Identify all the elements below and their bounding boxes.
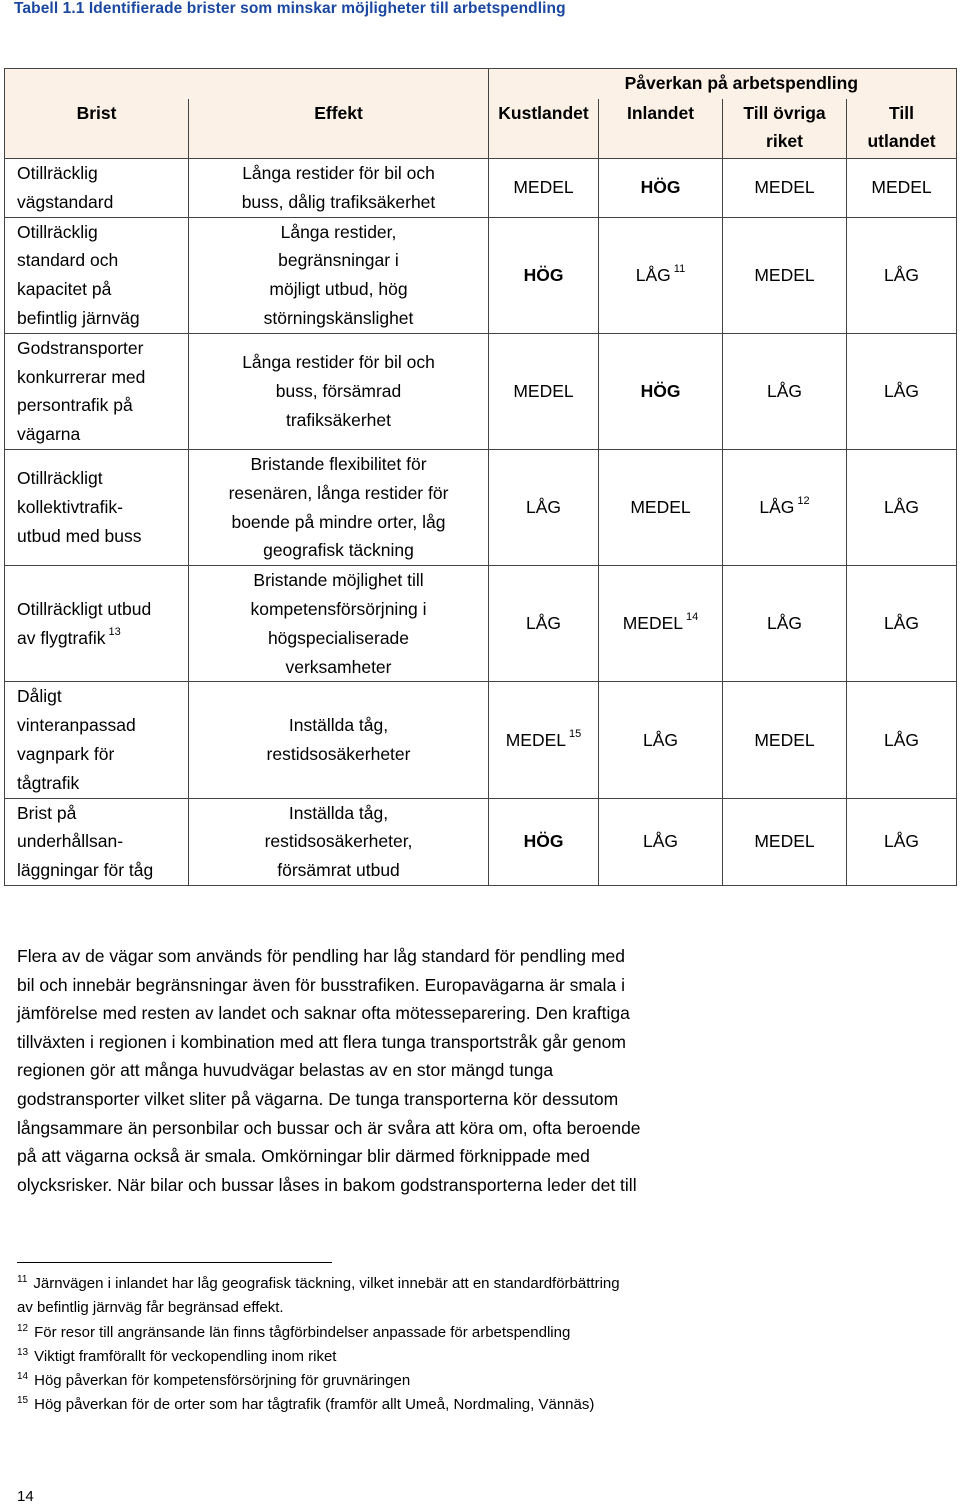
paragraph-line: olycksrisker. När bilar och bussar låses in bakom godstransporterna leder det till (17, 1174, 637, 1195)
cell-paverkan-kust: LÅG (489, 449, 599, 565)
cell-paverkan-utlandet: MEDEL (847, 159, 957, 218)
paragraph-line: godstransporter vilket sliter på vägarna. De tunga transporterna kör dessutom (17, 1088, 619, 1109)
footnote-number: 13 (17, 1346, 29, 1358)
footnote-number: 14 (17, 1371, 29, 1383)
table-caption: Tabell 1.1 Identifierade brister som minskar möjligheter till arbetspendling (14, 0, 566, 17)
cell-brist: Brist på underhållsan- läggningar för tåg (5, 798, 189, 885)
body-paragraph (17, 942, 737, 1199)
paragraph-line: på att vägarna också är smala. Omkörningar blir därmed förknippade med (17, 1146, 590, 1167)
footnote-text: Järnvägen i inlandet har låg geografisk täckning, vilket innebär att en standardförbättring av befintlig järnväg får begränsad effekt. (17, 1275, 620, 1317)
footnote-11 (17, 1272, 747, 1321)
cell-brist: Dåligt vinteranpassad vagnpark för tågtrafik (5, 682, 189, 798)
footnote-ref: 14 (686, 611, 699, 624)
cell-paverkan-utlandet: LÅG (847, 682, 957, 798)
table-row (5, 798, 957, 885)
footnote-number: 15 (17, 1395, 29, 1407)
paragraph-line: bil och innebär begränsningar även för busstrafiken. Europavägarna är smala i (17, 974, 625, 995)
cell-brist: Otillräcklig vägstandard (5, 159, 189, 218)
header-brist: Brist (5, 99, 189, 159)
footnote-separator (17, 1262, 332, 1263)
bristtabell (4, 68, 957, 886)
cell-paverkan-utlandet: LÅG (847, 333, 957, 449)
table-row (5, 682, 957, 798)
footnote-15 (17, 1393, 747, 1417)
cell-paverkan-kust: MEDEL (489, 159, 599, 218)
cell-paverkan-ovriga-riket: LÅG $^{12}$ (723, 449, 847, 565)
cell-paverkan-kust: MEDEL (489, 333, 599, 449)
cell-effekt: Inställda tåg, restidsosäkerheter, försämrat utbud (189, 798, 489, 885)
paragraph-line: tillväxten i regionen i kombination med att flera tunga transportstråk går genom (17, 1031, 626, 1052)
cell-paverkan-kust: HÖG (489, 217, 599, 333)
cell-effekt: Långa restider, begränsningar i möjligt utbud, hög störningskänslighet (189, 217, 489, 333)
footnote-ref: 12 (797, 495, 810, 508)
cell-paverkan-utlandet: LÅG (847, 798, 957, 885)
page-number: 14 (17, 1488, 34, 1505)
footnote-text: Hög påverkan för kompetensförsörjning för gruvnäringen (34, 1372, 411, 1390)
table-row (5, 566, 957, 682)
footnote-text: För resor till angränsande län finns tågförbindelser anpassade för arbetspendling (34, 1323, 571, 1341)
cell-effekt: Långa restider för bil och buss, dålig trafiksäkerhet (189, 159, 489, 218)
footnote-ref: 13 (108, 625, 121, 638)
cell-paverkan-kust: MEDEL $^{15}$ (489, 682, 599, 798)
paragraph-line: långsammare än personbilar och bussar och är svåra att köra om, ofta beroende (17, 1117, 641, 1138)
header-till-utlandet: Till utlandet (847, 99, 957, 159)
paragraph-line: jämförelse med resten av landet och saknar ofta mötesseparering. Den kraftiga (17, 1003, 630, 1024)
cell-brist: Godstransporter konkurrerar med persontrafik på vägarna (5, 333, 189, 449)
header-till-ovriga-riket: Till övriga riket (723, 99, 847, 159)
cell-paverkan-inlandet: LÅG (599, 798, 723, 885)
footnote-ref: 15 (569, 727, 582, 740)
header-kustlandet: Kustlandet (489, 99, 599, 159)
cell-paverkan-ovriga-riket: LÅG (723, 566, 847, 682)
footnote-number: 11 (17, 1274, 28, 1285)
footnote-number: 12 (17, 1322, 29, 1334)
cell-effekt: Bristande flexibilitet för resenären, långa restider för boende på mindre orter, låg geografisk täckning (189, 449, 489, 565)
cell-paverkan-inlandet: LÅG (599, 682, 723, 798)
cell-effekt: Långa restider för bil och buss, försämrad trafiksäkerhet (189, 333, 489, 449)
cell-paverkan-utlandet: LÅG (847, 566, 957, 682)
footnote-text: Hög påverkan för de orter som har tågtrafik (framför allt Umeå, Nordmaling, Vännäs) (34, 1396, 595, 1414)
cell-brist: Otillräckligt utbud av flygtrafik $^{13}$ (5, 566, 189, 682)
table-row (5, 217, 957, 333)
table-row (5, 333, 957, 449)
cell-paverkan-ovriga-riket: MEDEL (723, 217, 847, 333)
cell-paverkan-kust: LÅG (489, 566, 599, 682)
cell-paverkan-ovriga-riket: MEDEL (723, 682, 847, 798)
table-row (5, 449, 957, 565)
footnote-13 (17, 1345, 747, 1369)
cell-paverkan-ovriga-riket: MEDEL (723, 159, 847, 218)
footnote-text: Viktigt framförallt för veckopendling inom riket (34, 1347, 337, 1365)
header-inlandet: Inlandet (599, 99, 723, 159)
cell-paverkan-utlandet: LÅG (847, 449, 957, 565)
header-group-paverkan: Påverkan på arbetspendling (489, 69, 957, 99)
cell-effekt: Inställda tåg, restidsosäkerheter (189, 682, 489, 798)
footnote-ref: 11 (673, 262, 686, 275)
footnote-12 (17, 1321, 747, 1345)
paragraph-line: regionen gör att många huvudvägar belastas av en stor mängd tunga (17, 1060, 554, 1081)
table-row (5, 159, 957, 218)
footnotes (17, 1272, 747, 1418)
cell-paverkan-inlandet: HÖG (599, 159, 723, 218)
header-blank (5, 69, 489, 99)
header-effekt: Effekt (189, 99, 489, 159)
cell-paverkan-inlandet: MEDEL (599, 449, 723, 565)
footnote-14 (17, 1369, 747, 1393)
cell-paverkan-utlandet: LÅG (847, 217, 957, 333)
paragraph-line: Flera av de vägar som används för pendling har låg standard för pendling med (17, 946, 626, 966)
cell-brist: Otillräcklig standard och kapacitet på befintlig järnväg (5, 217, 189, 333)
cell-paverkan-ovriga-riket: LÅG (723, 333, 847, 449)
cell-paverkan-ovriga-riket: MEDEL (723, 798, 847, 885)
cell-paverkan-inlandet: LÅG $^{11}$ (599, 217, 723, 333)
cell-brist: Otillräckligt kollektivtrafik- utbud med buss (5, 449, 189, 565)
cell-paverkan-inlandet: HÖG (599, 333, 723, 449)
cell-effekt: Bristande möjlighet till kompetensförsörjning i högspecialiserade verksamheter (189, 566, 489, 682)
cell-paverkan-kust: HÖG (489, 798, 599, 885)
cell-paverkan-inlandet: MEDEL $^{14}$ (599, 566, 723, 682)
